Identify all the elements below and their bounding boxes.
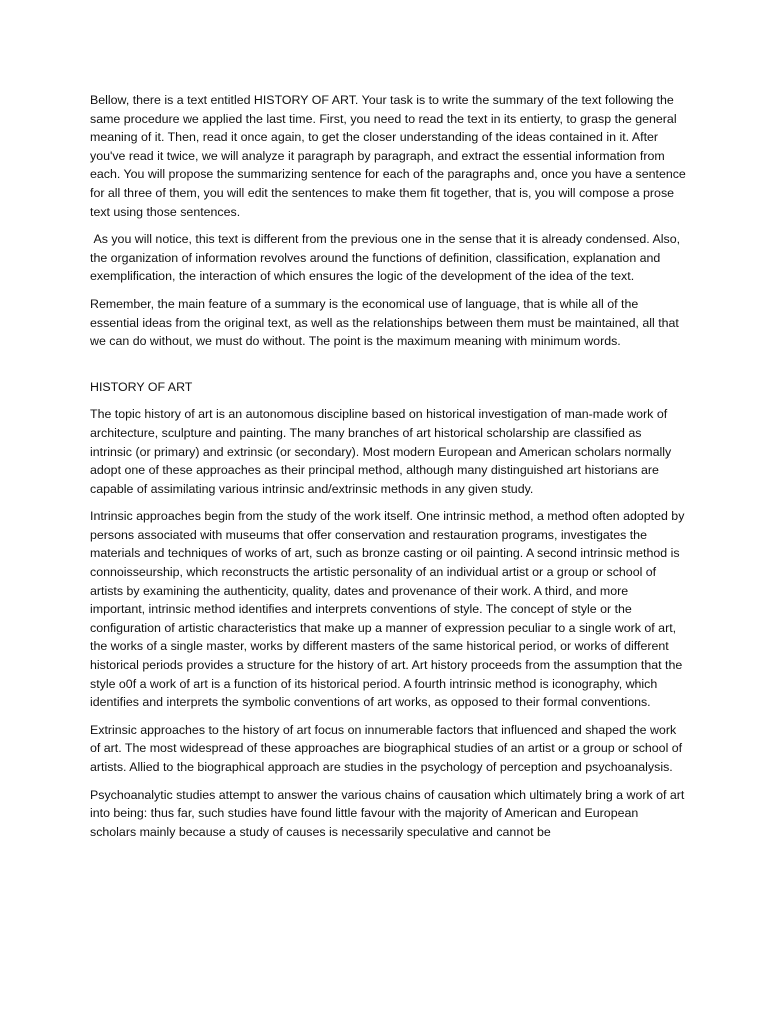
body-paragraph-3: Extrinsic approaches to the history of art focus on innumerable factors that influenced and shaped the work of art. The most widespread of these approaches are biographical studies of an artist or a group or school of artists. Allied to the biographical approach are studies in the psychology of perception and psychoanalysis. (90, 722, 683, 774)
body-paragraph-1: The topic history of art is an autonomous discipline based on historical investigation of man-made work of architecture, sculpture and painting. The many branches of art historical scholarship are classified as intrinsic (or primary) and extrinsic (or secondary). Most modern European and American scholars normally adopt one of these approaches as their principal method, although many distinguished art historians are capable of assimilating various intrinsic and/extrinsic methods in any given study. (90, 407, 672, 496)
section-heading: HISTORY OF ART (90, 379, 193, 394)
document-body (90, 91, 686, 850)
body-paragraph-2: Intrinsic approaches begin from the study of the work itself. One intrinsic method, a method often adopted by persons associated with museums that offer conservation and restauration programs, investigates the materials and techniques of works of art, such as bronze casting or oil painting. A second intrinsic method is connoisseurship, which reconstructs the artistic personality of an individual artist or a group or school of artists by examining the authenticity, quality, dates and provenance of their work. A third, and more important, intrinsic method identifies and interprets conventions of style. The concept of style or the configuration of artistic characteristics that make up a manner of expression peculiar to a single work of art, the works of a single master, works by different masters of the same historical period, or works of different historical periods provides a structure for the history of art. Art history proceeds from the assumption that the style o0f a work of art is a function of its historical period. A fourth intrinsic method is iconography, which identifies and interprets the symbolic conventions of art works, as opposed to their formal conventions. (90, 509, 685, 710)
intro-paragraph-1: Bellow, there is a text entitled HISTORY OF ART. Your task is to write the summary of the text following the same procedure we applied the last time. First, you need to read the text in its entierty, to grasp the general meaning of it. Then, read it once again, to get the closer understanding of the ideas contained in it. After you've read it twice, we will analyze it paragraph by paragraph, and extract the essential information from each. You will propose the summarizing sentence for each of the paragraphs and, once you have a sentence for all three of them, you will edit the sentences to make them fit together, that is, you will compose a prose text using those sentences. (90, 93, 686, 219)
intro-paragraph-3: Remember, the main feature of a summary is the economical use of language, that is while all of the essential ideas from the original text, as well as the relationships between them must be maintained, all that we can do without, we must do without. The point is the maximum meaning with minimum words. (90, 296, 679, 349)
body-paragraph-4: Psychoanalytic studies attempt to answer the various chains of causation which ultimately bring a work of art into being: thus far, such studies have found little favour with the majority of American and European scholars mainly because a study of causes is necessarily speculative and cannot be (90, 787, 685, 839)
intro-paragraph-2: As you will notice, this text is different from the previous one in the sense that it is already condensed. Also, the organization of information revolves around the functions of definition, classification, explanation and exemplification, the interaction of which ensures the logic of the development of the idea of the text. (90, 232, 684, 284)
